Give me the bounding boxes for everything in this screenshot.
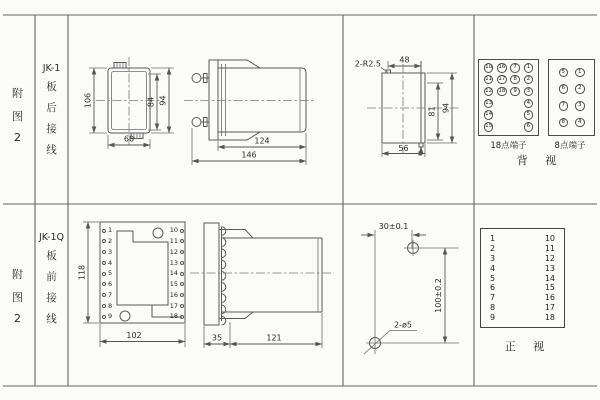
dim-label-48: 48 bbox=[399, 55, 410, 65]
model-block-bottom bbox=[35, 232, 68, 326]
rear-view-drawing bbox=[84, 57, 175, 149]
table-row bbox=[490, 313, 555, 322]
terminal-hole-icon bbox=[180, 272, 184, 276]
terminal-pin: 17 bbox=[497, 75, 507, 85]
left-terminal-number: 6 bbox=[490, 283, 496, 293]
plate-pin-row: 16 bbox=[155, 292, 184, 299]
terminal-hole-icon bbox=[102, 282, 106, 286]
right-terminal-number: 18 bbox=[544, 313, 555, 322]
fig-label-top bbox=[0, 85, 35, 144]
plate-pin-row: 15 bbox=[155, 281, 184, 288]
plate-pin-row: 7 bbox=[102, 292, 112, 299]
terminal-pin: 4 bbox=[524, 99, 534, 109]
terminal-pin: 10 bbox=[484, 63, 494, 73]
plate-pin-row: 4 bbox=[102, 259, 112, 266]
plate-pin-row: 13 bbox=[155, 259, 184, 266]
dim-label-102: 102 bbox=[126, 331, 142, 340]
terminal-8-label: 8点端子 bbox=[554, 141, 586, 151]
left-terminal-number: 9 bbox=[490, 313, 496, 322]
dim-label-60: 60 bbox=[123, 134, 135, 144]
plate-left-pins bbox=[102, 227, 112, 320]
wiring-char: 线 bbox=[46, 313, 57, 325]
terminal-hole-icon bbox=[180, 293, 184, 297]
table-row bbox=[490, 254, 555, 263]
wiring-char: 板 bbox=[46, 81, 57, 93]
wiring-char: 后 bbox=[46, 102, 57, 114]
right-terminal-number: 12 bbox=[544, 253, 555, 263]
left-terminal-number: 7 bbox=[490, 293, 496, 303]
terminal-pin: 8 bbox=[559, 118, 569, 128]
fig-char: 2 bbox=[14, 312, 21, 325]
dim-label-81: 81 bbox=[427, 106, 437, 117]
hole-spec-label: 2-ø5 bbox=[394, 320, 412, 330]
terminal-pin: 2 bbox=[575, 84, 585, 94]
plate-pin-row: 10 bbox=[155, 227, 184, 234]
plate-pin-row: 9 bbox=[102, 313, 112, 320]
plate-pin-row: 1 bbox=[102, 227, 112, 234]
fig-char: 图 bbox=[12, 110, 23, 123]
terminal-pin: 5 bbox=[524, 110, 534, 120]
terminal-pin: 3 bbox=[575, 101, 585, 111]
terminal-hole-icon bbox=[102, 250, 106, 254]
right-terminal-number: 16 bbox=[544, 293, 555, 303]
plate-pin-row: 8 bbox=[102, 302, 112, 309]
dim-label-35: 35 bbox=[211, 333, 223, 343]
dim-label-106: 106 bbox=[83, 92, 93, 109]
dim-label-118: 118 bbox=[77, 264, 87, 281]
plate-pin-row: 3 bbox=[102, 249, 112, 256]
terminal-pin: 7 bbox=[510, 63, 520, 73]
terminal-pin: 11 bbox=[484, 75, 494, 85]
terminal-pin: 13 bbox=[484, 99, 494, 109]
terminal-hole-icon bbox=[102, 315, 106, 319]
front-view-caption: 正 视 bbox=[504, 340, 552, 353]
dim-label-124: 124 bbox=[254, 136, 270, 146]
right-terminal-number: 14 bbox=[544, 273, 555, 283]
plate-pin-row: 12 bbox=[155, 249, 184, 256]
model-block-top bbox=[35, 63, 68, 157]
plate-right-pins bbox=[155, 227, 184, 320]
fig-char: 附 bbox=[12, 268, 23, 281]
terminal-pin: 1 bbox=[524, 63, 534, 73]
terminal-pin: 9 bbox=[510, 87, 520, 97]
right-terminal-number: 17 bbox=[544, 303, 555, 313]
terminal-pin: 14 bbox=[484, 110, 494, 120]
terminal-hole-icon bbox=[102, 272, 106, 276]
terminal-hole-icon bbox=[180, 282, 184, 286]
fig-char: 图 bbox=[12, 291, 23, 304]
drill-plan-drawing bbox=[361, 222, 459, 354]
terminal-pin: 6 bbox=[524, 122, 534, 132]
plate-pin-row: 17 bbox=[155, 302, 184, 309]
terminal-hole-icon bbox=[180, 229, 184, 233]
plate-side-view-drawing bbox=[190, 223, 334, 348]
terminal-pin: 1 bbox=[575, 68, 585, 78]
table-row bbox=[490, 303, 555, 312]
terminal-box-18 bbox=[478, 59, 539, 136]
dim-label-100: 100±0.2 bbox=[434, 278, 443, 313]
wiring-char: 线 bbox=[46, 144, 57, 156]
terminal-hole-icon bbox=[102, 229, 106, 233]
left-terminal-number: 5 bbox=[490, 273, 496, 283]
terminal-hole-icon bbox=[180, 261, 184, 265]
table-row bbox=[490, 234, 555, 243]
plate-pin-row: 2 bbox=[102, 238, 112, 245]
terminal-hole-icon bbox=[102, 293, 106, 297]
terminal-pin: 4 bbox=[575, 118, 585, 128]
terminal-pin: 15 bbox=[484, 122, 494, 132]
table-row bbox=[490, 293, 555, 302]
left-terminal-number: 3 bbox=[490, 253, 496, 263]
back-view-caption: 背 视 bbox=[516, 154, 564, 167]
plate-pin-row: 18 bbox=[155, 313, 184, 320]
wiring-char: 板 bbox=[46, 250, 57, 262]
right-terminal-number: 13 bbox=[544, 263, 555, 273]
terminal-pin: 5 bbox=[559, 68, 569, 78]
front-view-table bbox=[480, 228, 565, 328]
left-terminal-number: 8 bbox=[490, 303, 496, 313]
dim-label-84: 84 bbox=[146, 96, 156, 108]
terminal-pin: 3 bbox=[524, 87, 534, 97]
dim-label-94: 94 bbox=[158, 95, 168, 106]
terminal-hole-icon bbox=[180, 239, 184, 243]
terminal-hole-icon bbox=[180, 315, 184, 319]
terminal-pin: 12 bbox=[484, 87, 494, 97]
plate-pin-row: 11 bbox=[155, 238, 184, 245]
terminal-hole-icon bbox=[102, 239, 106, 243]
right-terminal-number: 10 bbox=[544, 234, 555, 243]
terminal-pin: 6 bbox=[559, 84, 569, 94]
table-row bbox=[490, 244, 555, 253]
table-row bbox=[490, 264, 555, 273]
terminal-hole-icon bbox=[102, 304, 106, 308]
terminal-pin: 7 bbox=[559, 101, 569, 111]
terminal-pin: 18 bbox=[497, 87, 507, 97]
fig-char: 2 bbox=[14, 131, 21, 144]
dim-label-56: 56 bbox=[398, 144, 409, 153]
plate-pin-row: 14 bbox=[155, 270, 184, 277]
dim-label-30: 30±0.1 bbox=[378, 222, 409, 231]
table-row bbox=[490, 283, 555, 292]
fig-label-bottom bbox=[0, 266, 35, 325]
model-label-jk1: JK-1 bbox=[42, 63, 61, 74]
left-terminal-number: 1 bbox=[490, 234, 496, 243]
terminal-hole-icon bbox=[180, 250, 184, 254]
plate-pin-row: 6 bbox=[102, 281, 112, 288]
wiring-char: 接 bbox=[46, 123, 57, 135]
terminal-pin: 8 bbox=[510, 75, 520, 85]
terminal-pin: 16 bbox=[497, 63, 507, 73]
panel-cutout-drawing bbox=[355, 56, 460, 158]
fig-char: 附 bbox=[12, 87, 23, 100]
right-terminal-number: 11 bbox=[544, 243, 555, 253]
terminal-hole-icon bbox=[102, 261, 106, 265]
terminal-18-label: 18点端子 bbox=[490, 141, 527, 151]
terminal-pin: 2 bbox=[524, 75, 534, 85]
model-label-jk1q: JK-1Q bbox=[39, 232, 64, 243]
dim-label-146: 146 bbox=[241, 150, 257, 160]
terminal-hole-icon bbox=[180, 304, 184, 308]
left-terminal-number: 4 bbox=[490, 263, 496, 273]
right-terminal-number: 15 bbox=[544, 283, 555, 293]
dim-label-94-outer: 94 bbox=[441, 102, 451, 114]
table-row bbox=[490, 274, 555, 283]
left-terminal-number: 2 bbox=[490, 243, 496, 253]
case-side-view-drawing bbox=[184, 60, 316, 165]
wiring-char: 前 bbox=[46, 271, 57, 283]
dim-label-121: 121 bbox=[266, 333, 282, 343]
terminal-box-8 bbox=[548, 59, 595, 136]
corner-radius-label: 2-R2.5 bbox=[354, 59, 381, 69]
wiring-char: 接 bbox=[46, 292, 57, 304]
plate-pin-row: 5 bbox=[102, 270, 112, 277]
